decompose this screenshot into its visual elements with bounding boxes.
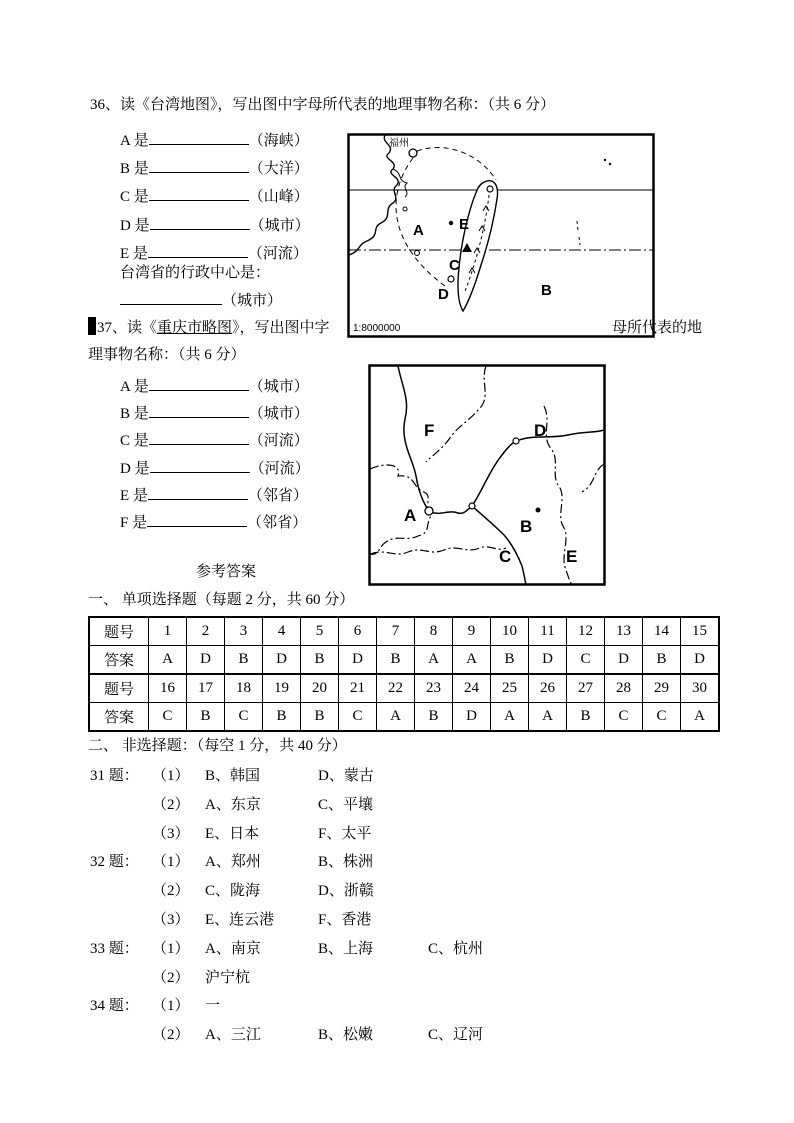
q36-admin-blank — [120, 289, 282, 311]
river-junction-marker — [469, 503, 475, 509]
answer-cell: B — [415, 703, 453, 732]
answer-cell: D — [339, 646, 377, 675]
fill-in-blank-row — [120, 242, 308, 264]
fill-in-blank-row — [120, 429, 309, 451]
answer-value: C、辽河 — [428, 1027, 484, 1044]
q36-heading: 36、读《台湾地图》，写出图中字母所代表的地理事物名称：（共 6 分） — [90, 97, 556, 113]
q37-heading-prefix: 37、读《 — [97, 320, 158, 336]
answer-cell: A — [415, 646, 453, 675]
islet-chain — [577, 221, 580, 245]
blank-hint: （邻省） — [247, 515, 308, 531]
blank-line — [149, 429, 249, 445]
boundary-e-region — [582, 464, 604, 492]
answer-cell: B — [643, 646, 681, 675]
answer-cell: B — [301, 646, 339, 675]
answer-cell: 8 — [415, 617, 453, 646]
answer-cell: 24 — [453, 674, 491, 703]
answer-part-number: （2） — [152, 969, 190, 986]
blank-hint: （河流） — [247, 245, 308, 262]
answer-value: E、日本 — [205, 825, 260, 842]
answer-cell: A — [453, 646, 491, 675]
taiwan-map — [347, 133, 655, 338]
answer-question-label: 33 题： — [90, 940, 139, 957]
river-d-east — [516, 430, 604, 441]
city-a-marker — [425, 507, 433, 515]
boundary-south — [370, 547, 506, 554]
river-d-marker — [513, 438, 519, 444]
answer-cell: C — [605, 703, 643, 732]
answer-cell: 27 — [567, 674, 605, 703]
answer-cell: D — [263, 646, 301, 675]
answer-cell: 5 — [301, 617, 339, 646]
answer-cell: 25 — [491, 674, 529, 703]
fuzhou-label: 福州 — [389, 138, 409, 149]
answer-cell: D — [681, 646, 720, 675]
table-row-header: 题号 — [89, 674, 149, 703]
answer-cell: 29 — [643, 674, 681, 703]
q36-admin-line: 台湾省的行政中心是： — [120, 265, 271, 281]
blank-hint: （大洋） — [248, 161, 309, 178]
answer-cell: C — [643, 703, 681, 732]
point-e-dot — [449, 221, 453, 225]
answer-cell: D — [529, 646, 567, 675]
q37-heading-suffix: 》，写出图中字 — [232, 320, 330, 336]
answer-value: C、平壤 — [318, 796, 374, 813]
map-letter-A: A — [413, 222, 424, 239]
answer-cell: B — [301, 703, 339, 732]
blank-label: D 是 — [120, 460, 150, 477]
city-d-marker — [448, 276, 454, 282]
answer-part-number: （2） — [152, 796, 190, 813]
answer-value: C、陇海 — [205, 883, 261, 900]
answer-value: A、郑州 — [205, 854, 261, 871]
answer-cell: 30 — [681, 674, 720, 703]
answer-value: F、香港 — [318, 912, 372, 928]
small-island — [604, 159, 606, 161]
answer-value: A、东京 — [205, 796, 261, 813]
blank-hint: （城市） — [248, 379, 309, 395]
answer-question-label: 31 题： — [90, 768, 139, 784]
answer-cell: 3 — [225, 617, 263, 646]
blank-hint: （河流） — [249, 460, 310, 477]
answer-key-title: 参考答案 — [196, 564, 257, 580]
coast-island — [415, 251, 420, 256]
answer-cell: 9 — [453, 617, 491, 646]
answer-part-number: （3） — [152, 825, 190, 842]
blank-line — [150, 457, 250, 473]
taiwan-island — [458, 181, 497, 311]
map-letter-E: E — [459, 216, 470, 233]
answer-value: B、上海 — [318, 940, 374, 957]
fill-in-blank-row — [120, 402, 309, 424]
answer-cell: D — [605, 646, 643, 675]
cursor-mark — [88, 317, 96, 335]
answer-cell: C — [225, 703, 263, 732]
answer-value: A、三江 — [205, 1027, 261, 1044]
answer-cell: 14 — [643, 617, 681, 646]
q37-heading-line1-cont: 母所代表的地 — [612, 320, 703, 336]
boundary-north — [426, 366, 486, 462]
blank-label: C 是 — [120, 433, 149, 450]
q36-admin-hint: （城市） — [222, 293, 283, 309]
answer-cell: 15 — [681, 617, 720, 646]
fuzhou-city-marker — [409, 149, 417, 157]
city-b-marker — [536, 508, 541, 513]
answer-cell: 4 — [263, 617, 301, 646]
answer-cell: A — [529, 703, 567, 732]
answer-question-label: 34 题： — [90, 998, 139, 1015]
blank-line — [149, 129, 249, 145]
answer-cell: 16 — [149, 674, 187, 703]
river-northeast-branch — [472, 441, 516, 506]
river-c-south — [472, 506, 526, 585]
answer-cell: B — [225, 646, 263, 675]
answer-value: B、株洲 — [318, 854, 374, 871]
mainland-coastline — [349, 135, 398, 255]
q37-heading-book: 重庆市略图 — [157, 320, 233, 336]
answer-cell: D — [453, 703, 491, 732]
answer-cell: B — [263, 703, 301, 732]
answer-cell: 26 — [529, 674, 567, 703]
answer-cell: 12 — [567, 617, 605, 646]
answer-section2-heading: 二、 非选择题：（每空 1 分，共 40 分） — [88, 738, 347, 754]
answer-value: B、松嫩 — [318, 1027, 374, 1044]
answer-cell: 22 — [377, 674, 415, 703]
blank-line — [149, 402, 249, 418]
answer-cell: 17 — [187, 674, 225, 703]
fill-in-blank-row — [120, 214, 310, 236]
blank-line — [150, 214, 250, 230]
blank-line — [120, 289, 222, 305]
blank-line — [149, 375, 249, 391]
answer-cell: 1 — [149, 617, 187, 646]
answer-cell: A — [149, 646, 187, 675]
answer-cell: C — [567, 646, 605, 675]
answer-part-number: （1） — [152, 940, 190, 957]
answer-table — [88, 616, 720, 732]
map-letter-E: E — [566, 547, 578, 566]
river-yangtze-west — [429, 506, 472, 513]
map-letter-B: B — [520, 517, 533, 536]
map-letter-C: C — [449, 257, 460, 274]
answer-cell: 18 — [225, 674, 263, 703]
table-row-header: 题号 — [89, 617, 149, 646]
map-letter-D: D — [438, 286, 449, 303]
answer-cell: B — [377, 646, 415, 675]
fill-in-blank-row — [120, 129, 309, 151]
blank-label: D 是 — [120, 217, 150, 234]
fill-in-blank-row — [120, 484, 308, 506]
answer-value: D、浙赣 — [318, 883, 374, 900]
answer-question-label: 32 题： — [90, 854, 139, 871]
blank-line — [148, 484, 248, 500]
blank-label: A 是 — [120, 379, 149, 395]
blank-hint: （城市） — [249, 217, 310, 234]
answer-part-number: （1） — [152, 854, 190, 871]
answer-cell: D — [187, 646, 225, 675]
answer-value: C、杭州 — [428, 940, 484, 957]
blank-hint: （山峰） — [248, 189, 309, 206]
q37-heading-line2: 理事物名称：（共 6 分） — [88, 347, 246, 363]
table-row-header: 答案 — [89, 703, 149, 732]
coast-island — [403, 207, 407, 211]
answer-value: D、蒙古 — [318, 768, 374, 784]
blank-hint: （河流） — [248, 433, 309, 450]
blank-label: B 是 — [120, 161, 149, 178]
fill-in-blank-row — [120, 157, 309, 179]
answer-cell: 7 — [377, 617, 415, 646]
answer-value: A、南京 — [205, 940, 261, 957]
answer-cell: 20 — [301, 674, 339, 703]
answer-cell: 2 — [187, 617, 225, 646]
answer-value: 沪宁杭 — [205, 969, 251, 986]
answer-cell: A — [681, 703, 720, 732]
answer-cell: 10 — [491, 617, 529, 646]
map-letter-C: C — [499, 547, 512, 566]
answer-cell: B — [187, 703, 225, 732]
fill-in-blank-row — [120, 511, 307, 533]
answer-cell: C — [149, 703, 187, 732]
answer-value: 一 — [205, 998, 221, 1015]
fill-in-blank-row — [120, 457, 310, 479]
fill-in-blank-row — [120, 185, 309, 207]
chongqing-map — [368, 364, 606, 586]
taipei-city-marker — [487, 186, 493, 192]
blank-label: E 是 — [120, 487, 148, 504]
route-arc — [417, 148, 496, 180]
answer-cell: C — [339, 703, 377, 732]
q37-heading-line1 — [88, 317, 330, 338]
answer-part-number: （2） — [152, 883, 190, 900]
answer-part-number: （1） — [152, 768, 190, 784]
answer-cell: 6 — [339, 617, 377, 646]
answer-value: F、太平 — [318, 825, 372, 842]
map-scale: 1:8000000 — [353, 323, 401, 334]
answer-cell: 21 — [339, 674, 377, 703]
blank-label: F 是 — [120, 515, 148, 531]
answer-value: E、连云港 — [205, 912, 275, 928]
answer-section1-heading: 一、 单项选择题（每题 2 分，共 60 分） — [88, 592, 355, 608]
blank-label: B 是 — [120, 406, 149, 423]
answer-cell: 11 — [529, 617, 567, 646]
blank-hint: （邻省） — [247, 487, 308, 504]
blank-line — [149, 157, 249, 173]
blank-label: E 是 — [120, 245, 148, 262]
answer-part-number: （2） — [152, 1027, 190, 1044]
map-letter-A: A — [404, 506, 417, 525]
answer-cell: 23 — [415, 674, 453, 703]
answer-value: B、韩国 — [205, 768, 261, 784]
map-letter-F: F — [424, 421, 435, 440]
blank-hint: （城市） — [248, 406, 309, 423]
answer-part-number: （1） — [152, 998, 190, 1015]
answer-cell: B — [491, 646, 529, 675]
answer-part-number: （3） — [152, 912, 190, 928]
blank-label: A 是 — [120, 133, 149, 149]
fill-in-blank-row — [120, 375, 309, 397]
answer-cell: B — [567, 703, 605, 732]
boundary-west — [370, 465, 432, 554]
answer-cell: 19 — [263, 674, 301, 703]
map-letter-B: B — [541, 282, 552, 299]
table-row-header: 答案 — [89, 646, 149, 675]
answer-cell: A — [377, 703, 415, 732]
small-island — [609, 163, 611, 165]
blank-line — [149, 185, 249, 201]
answer-cell: 13 — [605, 617, 643, 646]
answer-cell: A — [491, 703, 529, 732]
blank-line — [148, 242, 248, 258]
answer-cell: 28 — [605, 674, 643, 703]
map-letter-D: D — [534, 421, 547, 440]
blank-label: C 是 — [120, 189, 149, 206]
blank-line — [147, 511, 247, 527]
blank-hint: （海峡） — [248, 133, 309, 149]
